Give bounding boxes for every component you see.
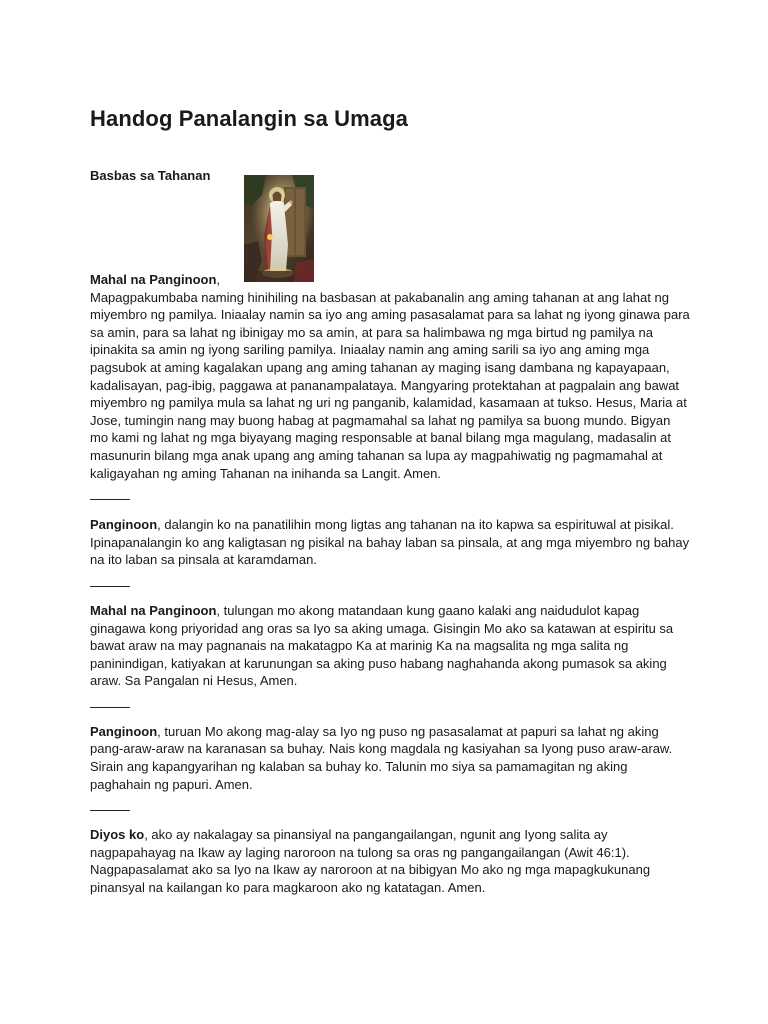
prayer-separator: , <box>216 602 221 618</box>
document-title: Handog Panalangin sa Umaga <box>90 106 409 131</box>
prayer-lead: Mahal na Panginoon <box>90 272 217 287</box>
prayer-separator: , <box>144 827 148 843</box>
section-subtitle: Basbas sa Tahanan <box>90 168 211 183</box>
divider-line <box>90 707 130 708</box>
prayer-body: tulungan mo akong matandaan kung gaano kalaki ang naidudulot kapag ginagawa kong priyoridad ang oras sa Iyo sa aking umaga. Gisingin Mo ako sa katawan at espiritu sa bawat araw na may pagnanais na makatagpo Ka at marinig Ka na magsalita ng mga salita ng paninindigan, katiyakan at karunungan sa aking puso habang naghahanda akong pumasok sa aking araw. Sa Pangalan ni Hesus, Amen. <box>90 602 674 689</box>
prayer-lead: Panginoon <box>90 723 158 739</box>
prayer-paragraph <box>90 516 690 569</box>
prayer-body: Mapagpakumbaba naming hinihiling na basbasan at pakabanalin ang aming tahanan at ang lahat ng miyembro ng pamilya. Iniaalay namin sa iyo ang aming pasasalamat para sa lahat ng iyong ginawa para sa amin, para sa lahat ng ibinigay mo sa amin, at para sa halimbawa ng mga birtud ng pamilya na ipinakita sa amin ng iyong sariling pamilya. Iniaalay namin ang aming sarili sa iyo ang aming mga pagsubok at aming kagalakan upang ang aming tahanan ay maging isang dambana ng kapayapaan, kadalisayan, pag-ibig, paggawa at pananampalataya. Mangyaring protektahan at pagpalain ang bawat miyembro ng pamilya mula sa lahat ng uri ng panganib, kalamidad, kasamaan at tukso. Hesus, Maria at Jose, tumingin nang may buong habag at pagmamahal sa lahat ng pamilya sa buong mundo. Bigyan mo kami ng lahat ng mga biyayang maging responsable at banal bilang mga magulang, madasalin at masunurin bilang mga anak upang ang aming tahanan sa lupa ay magpahiwatig ng pagmamahal at kaligayahan ng aming Tahanan na inihanda sa Langit. Amen. <box>90 289 690 481</box>
prayer-body: turuan Mo akong mag-alay sa Iyo ng puso ng pasasalamat at papuri sa lahat ng aking pang-araw-araw na karanasan sa buhay. Nais kong magdala ng kasiyahan sa Iyong puso araw-araw. Sirain ang kapangyarihan ng kalaban sa buhay ko. Talunin mo siya sa pamamagitan ng aking paghahain ng papuri. Amen. <box>90 723 673 792</box>
prayer-paragraph <box>90 271 690 482</box>
prayer-body: ako ay nakalagay sa pinansiyal na pangangailangan, ngunit ang Iyong salita ay nagpapahayag na Ikaw ay laging naroroon na tulong sa oras ng pangangailangan (Awit 46:1). Nagpapasalamat ako sa Iyo na Ikaw ay naroroon at na bibigyan Mo ako ng mga mapagkukunang pinansyal na kailangan ko para magkaroon ako ng katatagan. Amen. <box>90 827 651 896</box>
prayer-body: dalangin ko na panatilihin mong ligtas ang tahanan na ito kapwa sa espirituwal at pisikal. Ipinapanalangin ko ang kaligtasan ng pisikal na bahay laban sa pinsala, at ang mga miyembro ng bahay na ito laban sa pinsala at karamdaman. <box>90 517 690 568</box>
prayer-paragraph <box>90 602 690 690</box>
jesus-painting-image <box>244 175 314 282</box>
prayer-separator: , <box>157 723 161 739</box>
prayer-lead: Mahal na Panginoon <box>90 602 217 618</box>
prayer-list <box>90 271 690 897</box>
divider-line <box>90 499 130 500</box>
prayer-paragraph <box>90 826 690 896</box>
prayer-lead: Diyos ko <box>90 827 145 843</box>
prayer-separator: , <box>157 517 161 533</box>
prayer-separator: , <box>216 272 221 287</box>
prayer-paragraph <box>90 723 690 793</box>
prayer-lead: Panginoon <box>90 517 158 533</box>
divider-line <box>90 586 130 587</box>
divider-line <box>90 810 130 811</box>
